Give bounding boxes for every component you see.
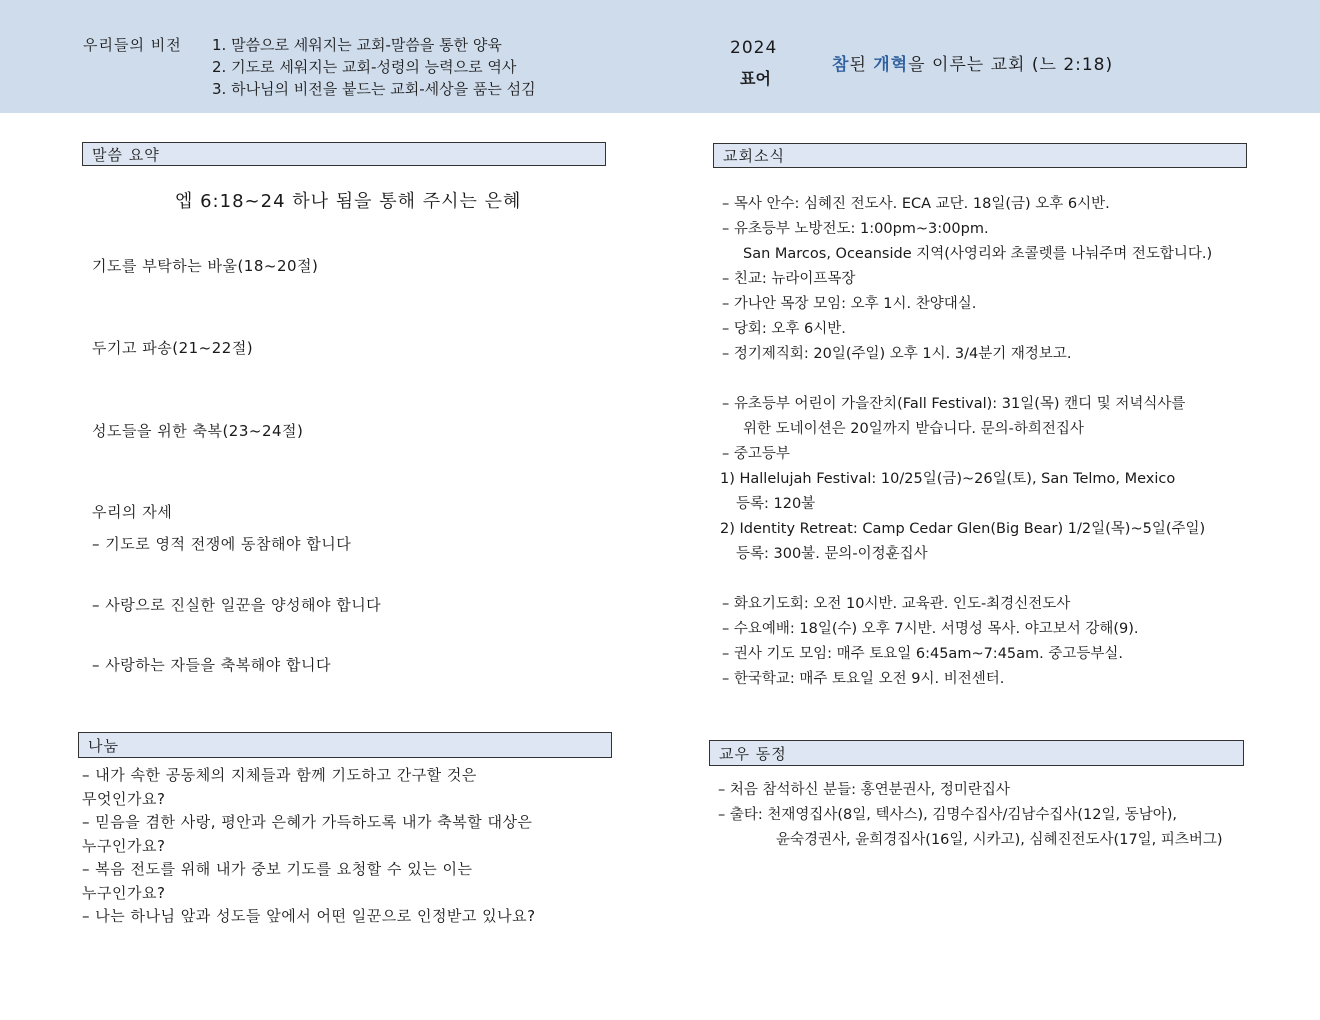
motto-text (832, 50, 1113, 75)
news-line: – 유초등부 어린이 가을잔치(Fall Festival): 31일(목) 캔디 및 저녁식사를 (722, 396, 1186, 412)
members-line: – 출타: 천재영집사(8일, 텍사스), 김명수집사/김남수집사(12일, 동남아), (718, 807, 1177, 823)
motto-label: 표어 (740, 69, 771, 88)
motto-part: 된 (849, 55, 874, 75)
news-line: 등록: 300불. 문의-이정훈집사 (736, 546, 928, 562)
news-section-title: 교회소식 (713, 143, 1247, 168)
sermon-title: 엡 6:18~24 하나 됨을 통해 주시는 은혜 (175, 191, 522, 212)
vision-item: 3. 하나님의 비전을 붙드는 교회-세상을 품는 섬김 (212, 80, 536, 98)
news-line: – 한국학교: 매주 토요일 오전 9시. 비전센터. (722, 671, 1005, 687)
motto-highlight: 참 (832, 55, 850, 75)
news-line: 1) Hallelujah Festival: 10/25일(금)~26일(토), San Telmo, Mexico (720, 471, 1176, 487)
news-line: 등록: 120불 (736, 496, 816, 512)
header-banner (0, 0, 1320, 113)
attitude-item: – 사랑하는 자들을 축복해야 합니다 (92, 656, 331, 674)
sharing-line: – 믿음을 겸한 사랑, 평안과 은혜가 가득하도록 내가 축복할 대상은 (82, 813, 533, 831)
vision-list (212, 34, 536, 100)
news-list (722, 192, 1212, 692)
news-line: – 가나안 목장 모임: 오후 1시. 찬양대실. (722, 296, 977, 312)
sermon-section-title: 말씀 요약 (82, 142, 606, 166)
sharing-line: 누구인가요? (82, 836, 166, 855)
vision-label: 우리들의 비전 (83, 36, 182, 54)
sharing-line: – 내가 속한 공동체의 지체들과 함께 기도하고 간구할 것은 (82, 766, 477, 784)
attitude-item: – 사랑으로 진실한 일꾼을 양성해야 합니다 (92, 596, 382, 614)
members-line: 윤숙경권사, 윤희경집사(16일, 시카고), 심혜진전도사(17일, 피츠버그) (776, 832, 1223, 848)
sharing-line: – 나는 하나님 앞과 성도들 앞에서 어떤 일꾼으로 인정받고 있나요? (82, 907, 536, 925)
news-line: – 정기제직회: 20일(주일) 오후 1시. 3/4분기 재정보고. (722, 346, 1072, 362)
vision-item: 2. 기도로 세워지는 교회-성령의 능력으로 역사 (212, 58, 517, 76)
sharing-line: – 복음 전도를 위해 내가 중보 기도를 요청할 수 있는 이는 (82, 860, 473, 878)
news-line: – 친교: 뉴라이프목장 (722, 271, 856, 287)
sharing-line: 누구인가요? (82, 883, 166, 902)
motto-highlight: 개혁 (873, 55, 909, 75)
vision-item: 1. 말씀으로 세워지는 교회-말씀을 통한 양육 (212, 36, 502, 54)
sermon-point: 성도들을 위한 축복(23~24절) (92, 422, 304, 440)
motto-part: 을 이루는 교회 (느 2:18) (908, 55, 1114, 75)
members-section-title: 교우 동정 (709, 740, 1244, 766)
attitude-title: 우리의 자세 (92, 503, 173, 521)
news-line: San Marcos, Oceanside 지역(사영리와 초콜렛를 나눠주며 전도합니다.) (743, 246, 1213, 262)
news-line: 2) Identity Retreat: Camp Cedar Glen(Big Bear) 1/2일(목)~5일(주일) (720, 521, 1206, 537)
sharing-section-title: 나눔 (78, 732, 612, 758)
sermon-point: 기도를 부탁하는 바울(18~20절) (92, 257, 319, 275)
news-spacer (722, 367, 1212, 392)
motto-year: 2024 (730, 38, 778, 58)
news-line: – 권사 기도 모임: 매주 토요일 6:45am~7:45am. 중고등부실. (722, 646, 1124, 662)
news-line: – 화요기도회: 오전 10시반. 교육관. 인도-최경신전도사 (722, 596, 1071, 612)
news-line: – 중고등부 (722, 446, 790, 462)
sharing-questions (82, 764, 536, 929)
news-line: – 유초등부 노방전도: 1:00pm~3:00pm. (722, 221, 989, 237)
news-spacer (722, 567, 1212, 592)
news-line: 위한 도네이션은 20일까지 받습니다. 문의-하희전집사 (743, 421, 1084, 437)
attitude-item: – 기도로 영적 전쟁에 동참해야 합니다 (92, 535, 352, 553)
members-list (718, 778, 1223, 853)
members-line: – 처음 참석하신 분들: 홍연분권사, 정미란집사 (718, 782, 1010, 798)
sharing-line: 무엇인가요? (82, 789, 166, 808)
news-line: – 당회: 오후 6시반. (722, 321, 846, 337)
news-line: – 목사 안수: 심혜진 전도사. ECA 교단. 18일(금) 오후 6시반. (722, 196, 1110, 212)
news-line: – 수요예배: 18일(수) 오후 7시반. 서명성 목사. 야고보서 강해(9). (722, 621, 1139, 637)
sermon-point: 두기고 파송(21~22절) (92, 339, 254, 357)
